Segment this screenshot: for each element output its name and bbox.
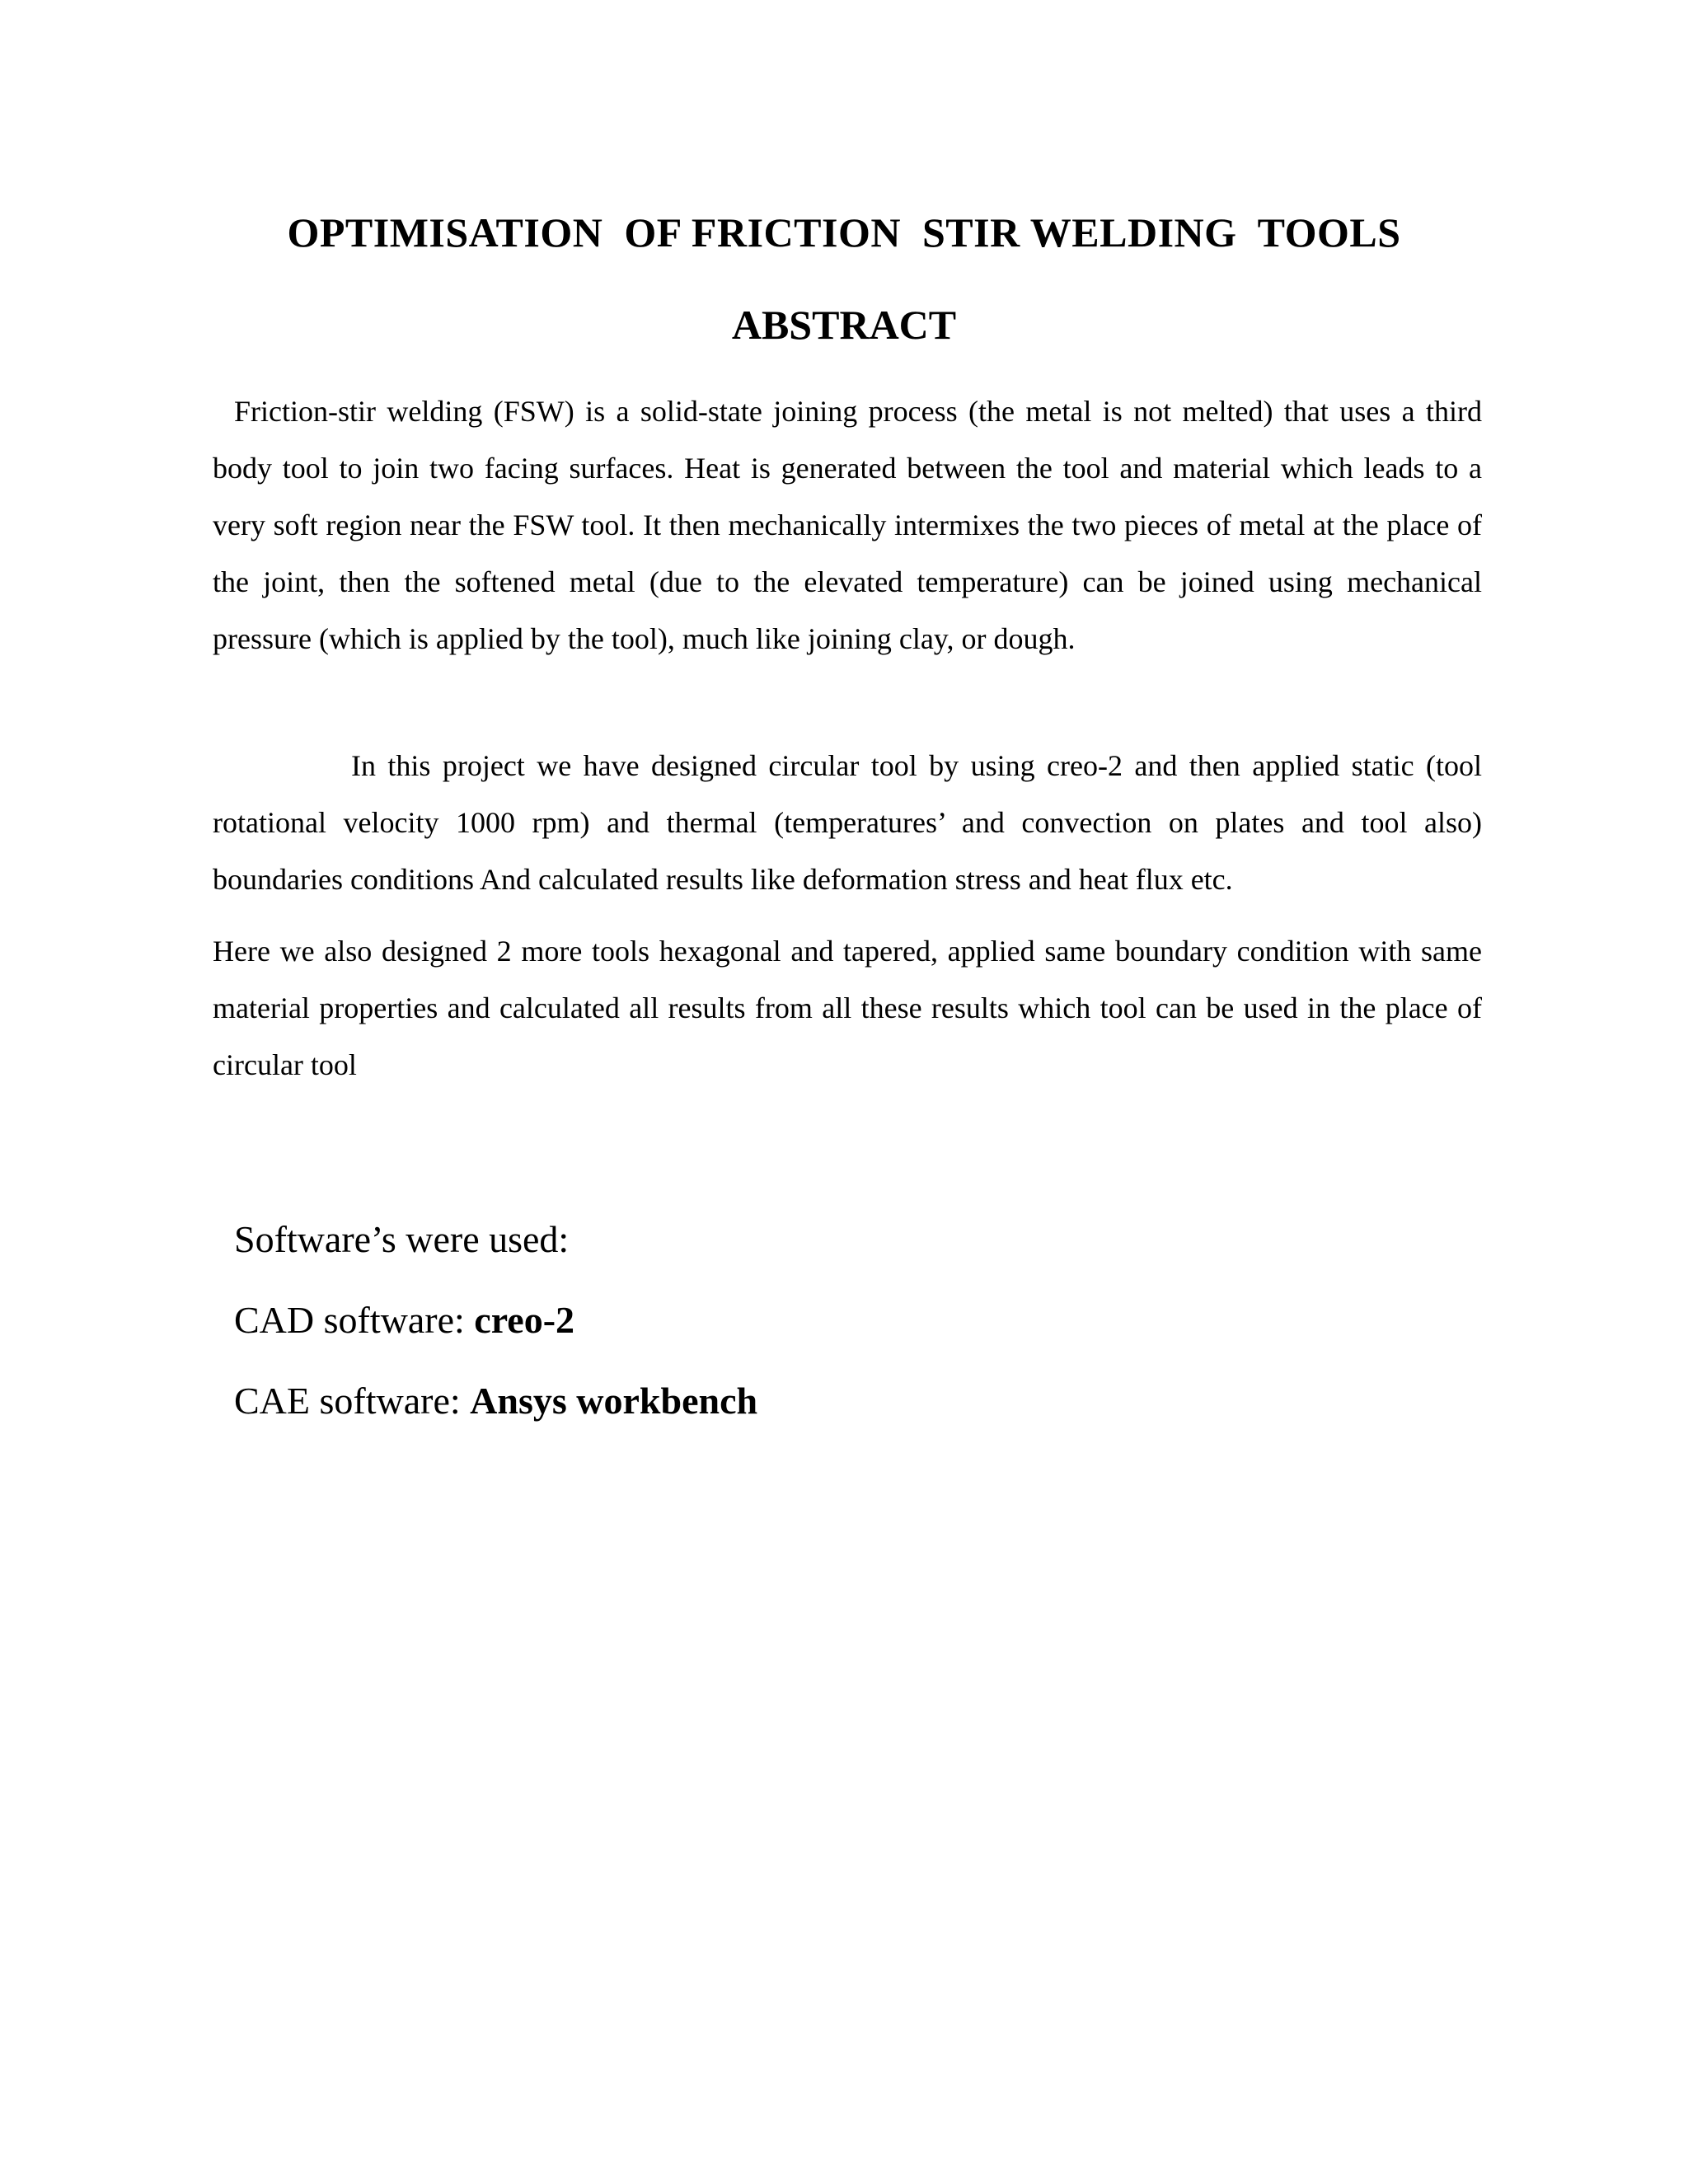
abstract-heading: ABSTRACT — [731, 302, 957, 348]
cad-software-value: creo-2 — [474, 1299, 575, 1341]
cae-software-label: CAE software: — [234, 1380, 471, 1422]
cad-software-label: CAD software: — [234, 1299, 475, 1341]
abstract-paragraph-1: Friction-stir welding (FSW) is a solid-state joining process (the metal is not melted) that uses a third body tool to join two facing surfaces. Heat is generated between the tool and material which leads to a very soft region near the FSW tool. It then mechanically intermixes the two pieces of metal at the place of the joint, then the softened metal (due to the elevated temperature) can be joined using mechanical pressure (which is applied by the tool), much like joining clay, or dough. — [213, 395, 1482, 655]
abstract-paragraph-2: In this project we have designed circular tool by using creo-2 and then applied static (tool rotational velocity 1000 rpm) and thermal (temperatures’ and convection on plates and tool also) boundaries conditions And calculated results like deformation stress and heat flux etc. — [213, 749, 1482, 896]
software-section — [234, 1199, 1388, 1441]
cae-software-value: Ansys workbench — [470, 1380, 758, 1422]
cae-software-line — [234, 1361, 1388, 1441]
abstract-paragraph-3: Here we also designed 2 more tools hexagonal and tapered, applied same boundary condition with same material properties and calculated all results from all these results which tool can be used in the place of circular tool — [213, 935, 1482, 1081]
software-heading: Software’s were used: — [234, 1218, 570, 1260]
cad-software-line — [234, 1280, 1388, 1361]
document-title: OPTIMISATION OF FRICTION STIR WELDING TOOLS — [287, 209, 1401, 255]
